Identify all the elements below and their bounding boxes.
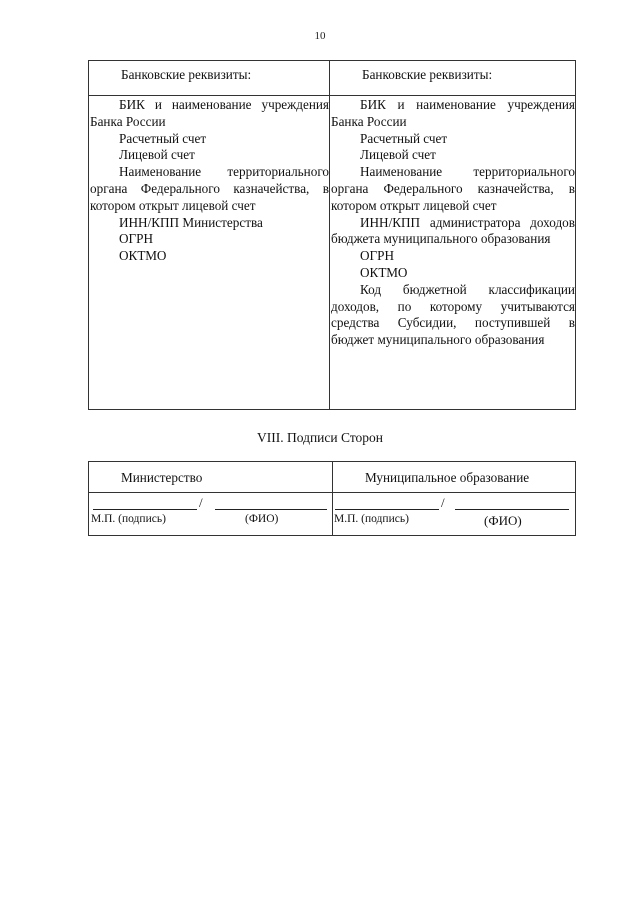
account-field: Расчетный счет bbox=[119, 130, 207, 146]
municipality-party-label: Муниципальное образование bbox=[365, 470, 530, 485]
fio-label: (ФИО) bbox=[484, 513, 522, 528]
treasury-field: Наименование территориального органа Федерального казначейства, в котором открыт лицевой счет bbox=[331, 164, 575, 213]
bik-field: БИК и наименование учреждения Банка России bbox=[331, 97, 575, 129]
signature-slash: / bbox=[199, 495, 203, 510]
bank-requisites-table bbox=[88, 60, 576, 410]
stamp-signature-label: М.П. (подпись) bbox=[334, 513, 409, 525]
left-header-cell bbox=[89, 61, 330, 96]
right-header-cell bbox=[330, 61, 576, 96]
oktmo-field: ОКТМО bbox=[119, 248, 167, 264]
left-requisites-header: Банковские реквизиты: bbox=[121, 67, 252, 82]
municipality-header-cell bbox=[333, 462, 576, 493]
kbk-field: Код бюджетной классификации доходов, по которому учитываются средства Субсидии, поступившей в бюджет муниципального образования bbox=[331, 281, 575, 348]
section-title: VIII. Подписи Сторон bbox=[256, 430, 384, 445]
treasury-field: Наименование территориального органа Федерального казначейства, в котором открыт лицевой счет bbox=[90, 164, 329, 213]
municipality-signature-cell bbox=[333, 493, 576, 536]
bik-field: БИК и наименование учреждения Банка России bbox=[90, 97, 329, 129]
name-line bbox=[215, 509, 327, 510]
oktmo-field: ОКТМО bbox=[360, 264, 408, 280]
name-line bbox=[455, 509, 569, 510]
ministry-signature-cell bbox=[89, 493, 333, 536]
right-requisites-header: Банковские реквизиты: bbox=[362, 67, 493, 82]
ministry-party-label: Министерство bbox=[121, 470, 203, 485]
ministry-header-cell bbox=[89, 462, 333, 493]
signature-slash: / bbox=[441, 495, 445, 510]
requisites-body-row bbox=[89, 96, 576, 410]
signature-line bbox=[335, 509, 439, 510]
requisites-header-row bbox=[89, 61, 576, 96]
account-field: Расчетный счет bbox=[360, 130, 448, 146]
signatures-body-row bbox=[89, 493, 576, 536]
municipality-requisites-cell bbox=[330, 96, 576, 410]
ogrn-field: ОГРН bbox=[360, 248, 395, 264]
ministry-requisites-cell bbox=[89, 96, 330, 410]
fio-label: (ФИО) bbox=[245, 513, 279, 525]
inn-field: ИНН/КПП Министерства bbox=[119, 214, 263, 230]
stamp-signature-label: М.П. (подпись) bbox=[91, 513, 166, 525]
signatures-header-row bbox=[89, 462, 576, 493]
signature-line bbox=[93, 509, 197, 510]
page-number: 10 bbox=[314, 30, 326, 42]
ogrn-field: ОГРН bbox=[119, 231, 154, 247]
personal-account-field: Лицевой счет bbox=[119, 147, 195, 163]
personal-account-field: Лицевой счет bbox=[360, 147, 436, 163]
signatures-table bbox=[88, 461, 576, 536]
inn-field: ИНН/КПП администратора доходов бюджета муниципального образования bbox=[331, 214, 575, 247]
